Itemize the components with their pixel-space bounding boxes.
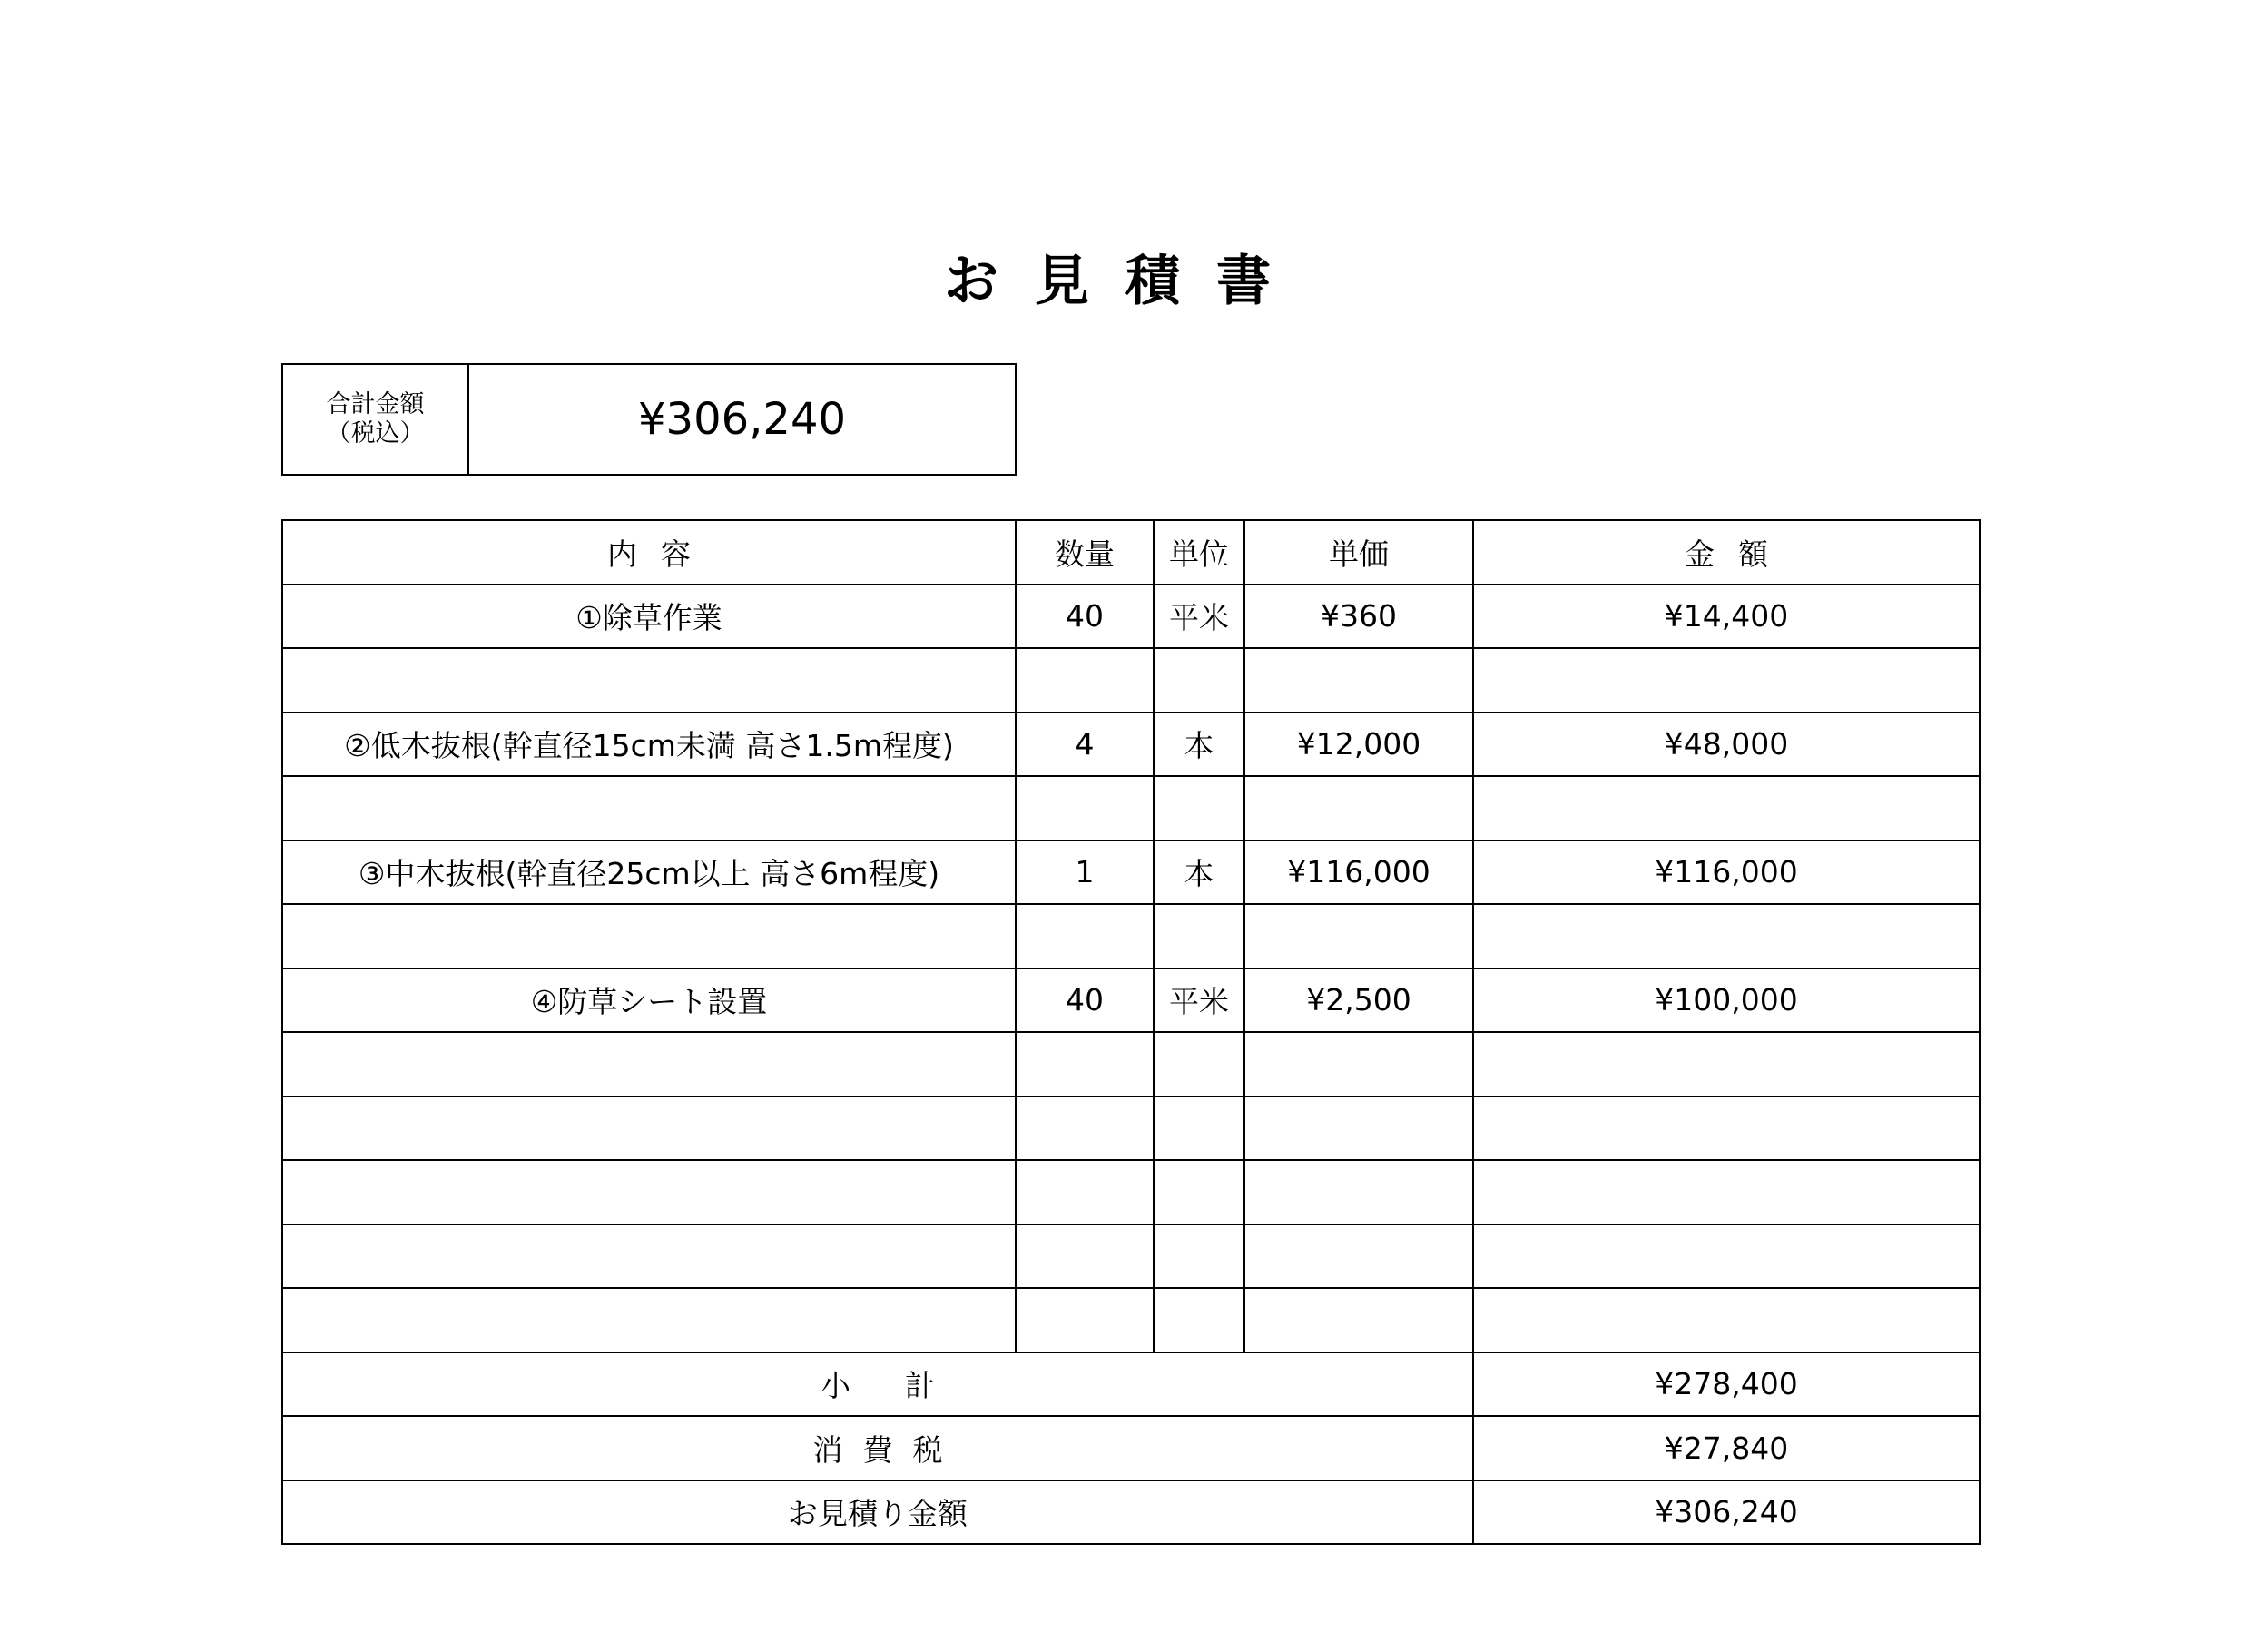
estimate-table [281,519,1981,1545]
table-row [282,648,1980,713]
item-description [282,904,1016,969]
table-row [282,1224,1980,1289]
item-unit-price [1244,1288,1473,1352]
table-row [282,904,1980,969]
item-quantity [1016,776,1154,841]
item-unit-price: ¥12,000 [1244,713,1473,777]
item-unit [1154,1096,1244,1161]
item-amount [1473,1288,1980,1352]
tax-label: 消費税 [282,1416,1473,1480]
header-description: 内容 [282,520,1016,585]
item-amount [1473,776,1980,841]
item-amount [1473,1096,1980,1161]
item-unit [1154,1032,1244,1096]
total-amount-value: ¥306,240 [637,394,847,445]
item-unit-price: ¥2,500 [1244,969,1473,1033]
table-row [282,969,1980,1033]
table-row [282,713,1980,777]
item-unit-price [1244,1096,1473,1161]
table-row [282,1032,1980,1096]
item-description [282,1224,1016,1289]
item-description [282,1160,1016,1224]
item-unit [1154,904,1244,969]
item-amount [1473,904,1980,969]
table-row [282,1096,1980,1161]
header-unit-price: 単価 [1244,520,1473,585]
subtotal-value: ¥278,400 [1473,1352,1980,1417]
subtotal-label: 小計 [282,1352,1473,1417]
header-amount: 金額 [1473,520,1980,585]
item-description: ③中木抜根(幹直径25cm以上 高さ6m程度) [282,841,1016,905]
item-description: ①除草作業 [282,585,1016,649]
item-unit [1154,648,1244,713]
item-unit-price [1244,904,1473,969]
grand-total-row [282,1480,1980,1545]
item-unit-price: ¥360 [1244,585,1473,649]
item-unit [1154,1288,1244,1352]
item-description: ④防草シート設置 [282,969,1016,1033]
tax-row [282,1416,1980,1480]
table-row [282,1160,1980,1224]
item-quantity [1016,648,1154,713]
item-description [282,776,1016,841]
item-amount: ¥100,000 [1473,969,1980,1033]
item-amount [1473,1032,1980,1096]
item-quantity: 1 [1016,841,1154,905]
table-row [282,585,1980,649]
total-amount-box [281,363,1017,476]
grand-total-label: お見積り金額 [282,1480,1473,1545]
item-unit-price [1244,1160,1473,1224]
item-unit [1154,1224,1244,1289]
item-unit: 本 [1154,713,1244,777]
item-quantity [1016,1288,1154,1352]
header-unit: 単位 [1154,520,1244,585]
item-amount [1473,648,1980,713]
item-description [282,1096,1016,1161]
item-unit-price [1244,776,1473,841]
item-quantity [1016,1160,1154,1224]
table-row [282,841,1980,905]
item-quantity: 40 [1016,585,1154,649]
item-unit-price [1244,648,1473,713]
item-quantity [1016,1032,1154,1096]
item-amount: ¥14,400 [1473,585,1980,649]
total-label-line1: 合計金額 [326,390,425,418]
item-description [282,1032,1016,1096]
table-header-row [282,520,1980,585]
item-description [282,1288,1016,1352]
item-amount: ¥48,000 [1473,713,1980,777]
header-quantity: 数量 [1016,520,1154,585]
item-unit-price: ¥116,000 [1244,841,1473,905]
item-unit: 本 [1154,841,1244,905]
item-unit: 平米 [1154,969,1244,1033]
table-row [282,776,1980,841]
item-quantity: 4 [1016,713,1154,777]
item-quantity: 40 [1016,969,1154,1033]
item-unit-price [1244,1224,1473,1289]
item-quantity [1016,1096,1154,1161]
item-description: ②低木抜根(幹直径15cm未満 高さ1.5m程度) [282,713,1016,777]
item-unit [1154,776,1244,841]
item-unit-price [1244,1032,1473,1096]
item-unit: 平米 [1154,585,1244,649]
item-amount [1473,1224,1980,1289]
document-title: お見積書 [944,250,1307,313]
item-amount: ¥116,000 [1473,841,1980,905]
item-amount [1473,1160,1980,1224]
table-row [282,1288,1980,1352]
total-amount-label [283,365,469,474]
grand-total-value: ¥306,240 [1473,1480,1980,1545]
item-quantity [1016,1224,1154,1289]
item-unit [1154,1160,1244,1224]
item-quantity [1016,904,1154,969]
subtotal-row [282,1352,1980,1417]
total-label-line2: （税込） [326,419,425,447]
tax-value: ¥27,840 [1473,1416,1980,1480]
item-description [282,648,1016,713]
